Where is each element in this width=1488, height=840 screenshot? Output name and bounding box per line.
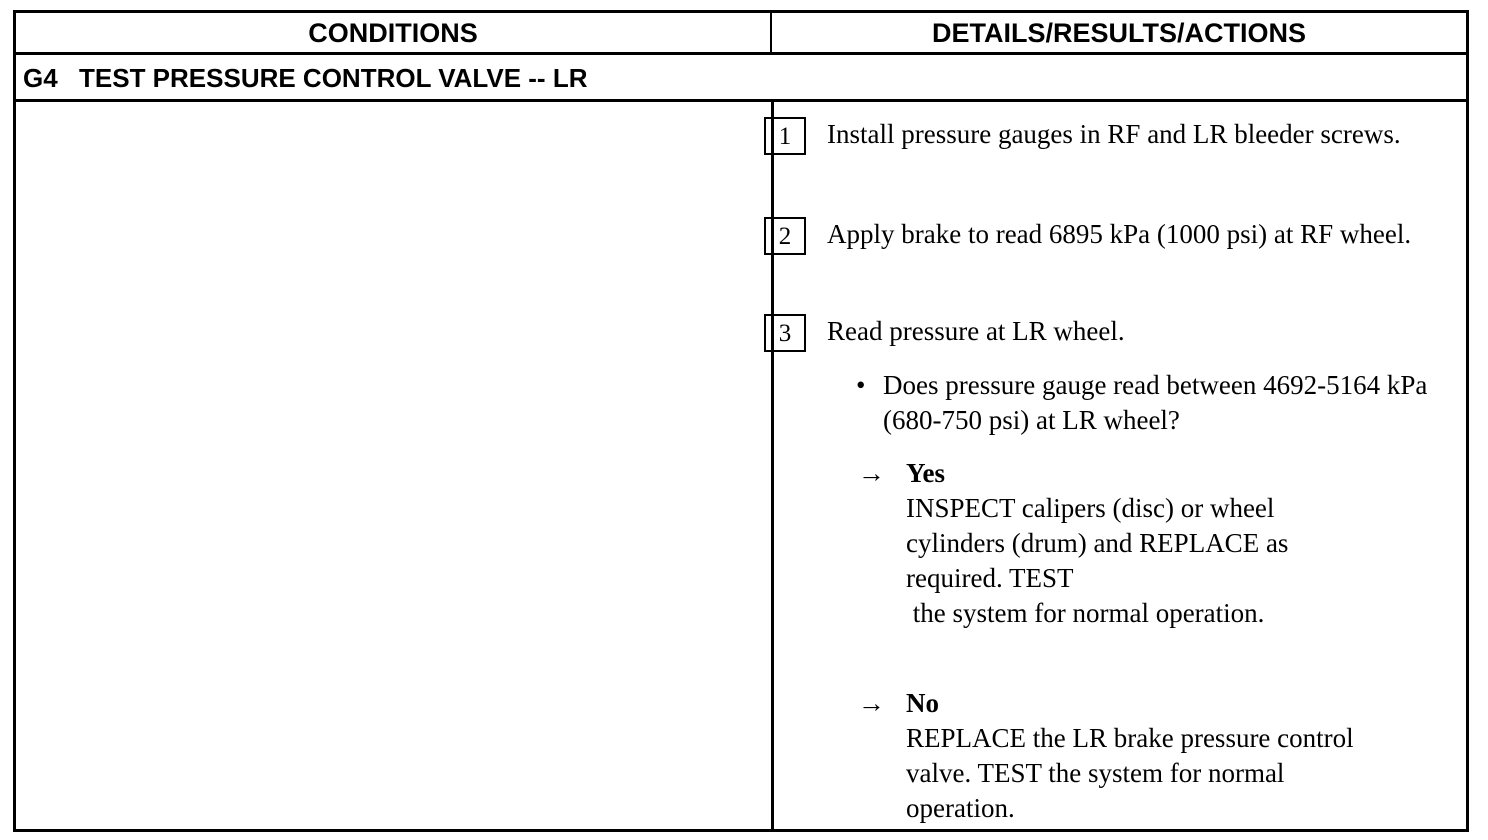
no-action-text (906, 721, 1446, 826)
no-label: No (906, 688, 939, 718)
action-line: the system for normal operation. (906, 598, 1265, 628)
arrow-right-icon: → (858, 458, 885, 488)
test-code: G4 (23, 63, 58, 93)
test-title-row (16, 55, 1466, 102)
action-line: operation. (906, 793, 1015, 823)
details-header: DETAILS/RESULTS/ACTIONS (772, 13, 1466, 55)
step-text: Install pressure gauges in RF and LR bleeder screws. (827, 119, 1401, 149)
action-line: INSPECT calipers (disc) or wheel (906, 493, 1275, 523)
test-title: TEST PRESSURE CONTROL VALVE -- LR (79, 63, 588, 93)
arrow-right-icon: → (858, 688, 885, 718)
action-line: required. TEST (906, 563, 1074, 593)
bullet-icon: • (856, 370, 866, 400)
step-number-box: 2 (764, 217, 806, 255)
column-divider (771, 102, 774, 832)
action-line: valve. TEST the system for normal (906, 758, 1285, 788)
step-number-box: 1 (764, 117, 806, 155)
step-text: Apply brake to read 6895 kPa (1000 psi) at RF wheel. (827, 219, 1412, 249)
question-text: Does pressure gauge read between 4692-5164 kPa (680-750 psi) at LR wheel? (883, 370, 1428, 435)
action-line: cylinders (drum) and REPLACE as (906, 528, 1289, 558)
yes-label: Yes (906, 458, 945, 488)
conditions-header: CONDITIONS (16, 13, 772, 55)
step-number-box: 3 (764, 314, 806, 352)
yes-action-text (906, 491, 1446, 631)
step-text: Read pressure at LR wheel. (827, 316, 1125, 346)
action-line: REPLACE the LR brake pressure control (906, 723, 1354, 753)
